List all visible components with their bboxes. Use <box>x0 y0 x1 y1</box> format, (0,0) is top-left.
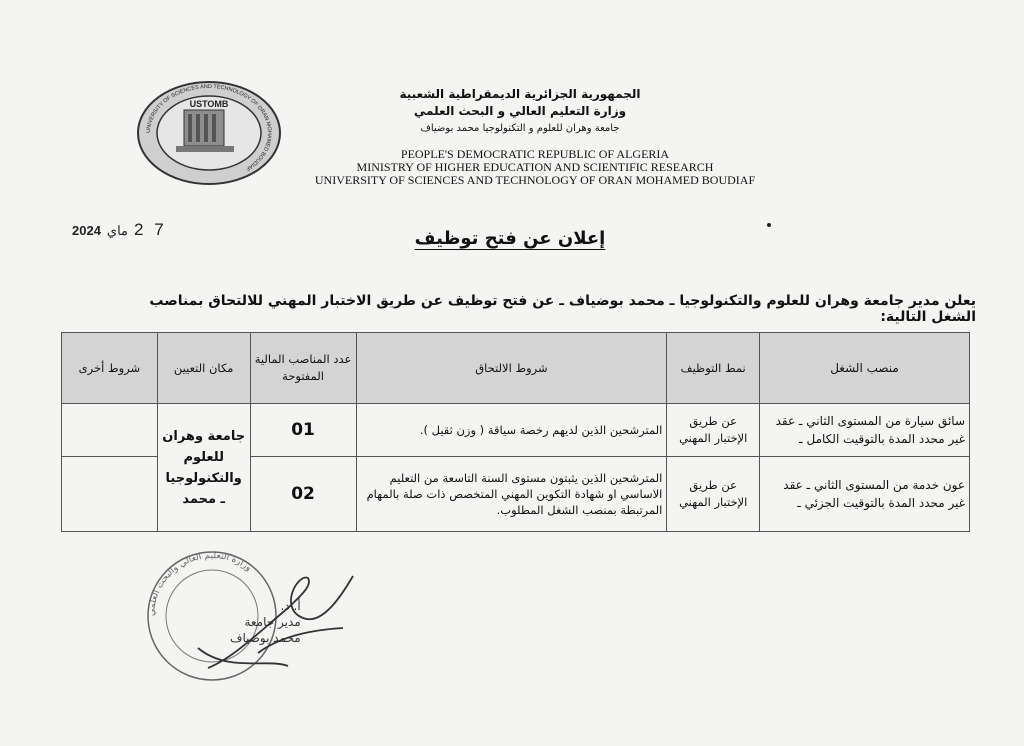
signature-name: محمد بوضياف <box>230 631 301 645</box>
date-day: 2 7 <box>134 220 167 239</box>
jobs-table <box>61 332 970 532</box>
arabic-header-republic: الجمهورية الجزائرية الديمقراطية الشعبية <box>399 87 641 101</box>
document-date <box>72 220 167 240</box>
arabic-header-university: جامعة وهران للعلوم و التكنولوجيا محمد بوضياف <box>420 123 620 134</box>
signature-title: أ. د. <box>280 599 301 613</box>
cell-positions: 02 <box>250 457 356 532</box>
logo-ring-text: UNIVERSITY OF SCIENCES AND TECHNOLOGY OF ORAN MOHAMED BOUDIAF <box>145 83 273 172</box>
cell-post: سائق سيارة من المستوى الثاني ـ عقد غير محدد المدة بالتوقيت الكامل ـ <box>760 404 970 457</box>
table-row <box>62 404 970 457</box>
english-header-ministry: MINISTRY OF HIGHER EDUCATION AND SCIENTIFIC RESEARCH <box>356 160 714 174</box>
date-month: ماي <box>106 223 129 238</box>
arabic-header-ministry: وزارة التعليم العالي و البحث العلمي <box>413 104 627 118</box>
logo-acronym: USTOMB <box>189 99 229 109</box>
header-positions: عدد المناصب المالية المفتوحة <box>250 333 356 404</box>
cell-mode: عن طريق الإختبار المهني <box>667 404 760 457</box>
arabic-header <box>360 86 680 137</box>
cell-other <box>62 457 158 532</box>
date-year: 2024 <box>72 223 101 238</box>
cell-conditions: المترشحين الذين لديهم رخصة سياقة ( وزن ثقيل ). <box>356 404 667 457</box>
english-header-university: UNIVERSITY OF SCIENCES AND TECHNOLOGY OF ORAN MOHAMED BOUDIAF <box>314 173 756 187</box>
english-header-republic: PEOPLE'S DEMOCRATIC REPUBLIC OF ALGERIA <box>400 147 670 161</box>
cell-place: جامعة وهران للعلوم والتكنولوجيا ـ محمد <box>157 404 250 532</box>
cell-post: عون خدمة من المستوى الثاني ـ عقد غير محدد المدة بالتوقيت الجزئي ـ <box>760 457 970 532</box>
announcement-intro: يعلن مدير جامعة وهران للعلوم والتكنولوجيا ـ محمد بوضياف ـ عن فتح توظيف عن طريق الاختبار المهني للالتحاق بمناصب الشغل التالية: <box>149 293 976 325</box>
stamp-ring-text: وزارة التعليم العالي والبحث العلمي <box>146 550 254 617</box>
header-other: شروط أخرى <box>62 333 158 404</box>
header-mode: نمط التوظيف <box>667 333 760 404</box>
signature-role: مدير جامعة <box>244 615 301 629</box>
cell-conditions: المترشحين الذين يثبتون مستوى السنة التاسعة من التعليم الاساسي او شهادة التكوين المهني المتخصص ذات صلة بالمهام المرتبطة بمنصب الشغل المطلوب. <box>356 457 667 532</box>
english-header <box>300 148 770 187</box>
table-header-row <box>62 333 970 404</box>
signature-block <box>230 598 301 646</box>
cell-other <box>62 404 158 457</box>
ink-dot <box>767 223 771 227</box>
header-conditions: شروط الالتحاق <box>356 333 667 404</box>
cell-mode: عن طريق الإختبار المهني <box>667 457 760 532</box>
cell-positions: 01 <box>250 404 356 457</box>
university-logo <box>136 80 282 186</box>
header-place: مكان التعيين <box>157 333 250 404</box>
document-title: إعلان عن فتح توظيف <box>414 228 606 249</box>
header-post: منصب الشغل <box>760 333 970 404</box>
